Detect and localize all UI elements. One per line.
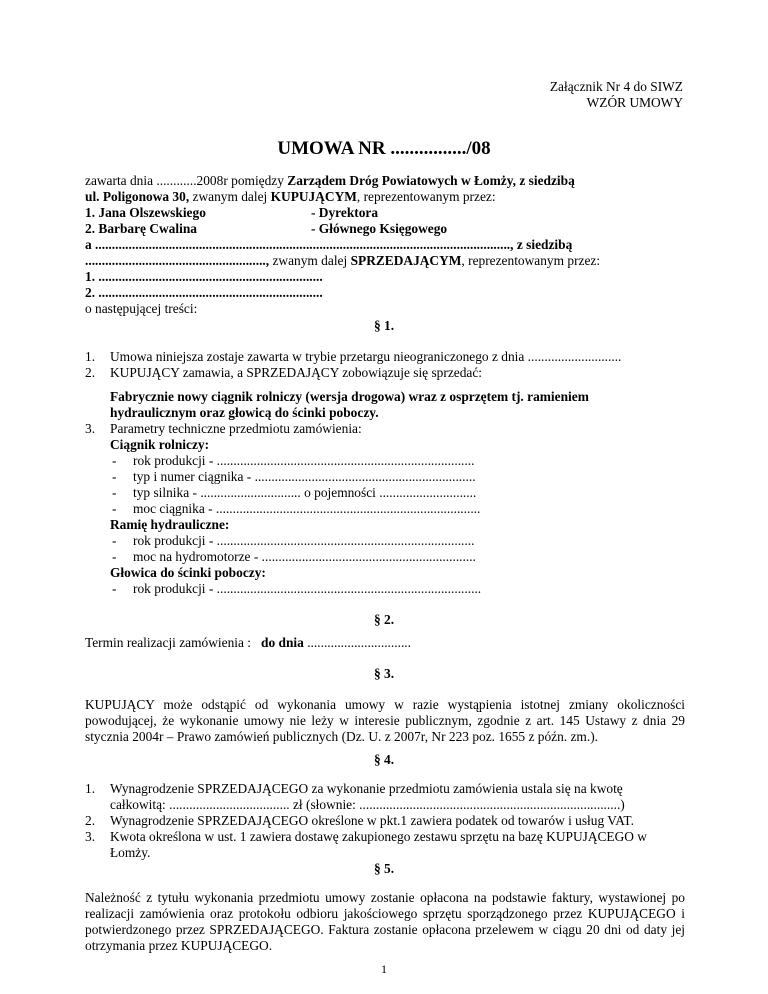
bullet-dash: - <box>112 549 117 564</box>
bullet-dash: - <box>112 485 117 500</box>
section-3-heading: § 3. <box>373 666 395 681</box>
section-1-item-1: Umowa niniejsza zostaje zawarta w trybie przetargu nieograniczonego z dnia ............................ <box>110 349 622 364</box>
tractor-param: typ i numer ciągnika - .................................................................. <box>133 469 476 484</box>
section-4-item-3-line-1: Kwota określona w ust. 1 zawiera dostawę zakupionego zestawu sprzętu na bazę KUPUJĄCEGO w <box>110 829 647 844</box>
tractor-param: rok produkcji - ............................................................................. <box>133 453 475 468</box>
arm-param: rok produkcji - ............................................................................. <box>133 533 475 548</box>
seller-line: a ............................................................................................................................, z siedzibą <box>85 237 573 252</box>
section-1-item-1-number: 1. <box>85 349 96 364</box>
section-1-heading: § 1. <box>373 318 395 333</box>
bullet-dash: - <box>112 581 117 596</box>
intro-line-2: ul. Poligonowa 30, zwanym dalej KUPUJĄCYM, reprezentowanym przez: <box>85 189 496 204</box>
seller-representative-1: 1. ................................................................... <box>85 269 323 284</box>
group-arm-title: Ramię hydrauliczne: <box>110 517 230 532</box>
bullet-dash: - <box>112 453 117 468</box>
tractor-param: moc ciągnika - ............................................................................... <box>133 501 481 516</box>
section-4-item-2: Wynagrodzenie SPRZEDAJĄCEGO określone w pkt.1 zawiera podatek od towarów i usług VAT. <box>110 813 634 828</box>
intro-closing: o następującej treści: <box>85 301 198 316</box>
arm-param: moc na hydromotorze - ................................................................ <box>133 549 476 564</box>
contract-title: UMOWA NR ................/08 <box>277 138 491 159</box>
section-3-text: KUPUJĄCY może odstąpić od wykonania umowy w razie wystąpienia istotnej zmiany okoliczności powodującej, że wykonanie umowy nie leży w interesie publicznym, zgodnie z art. 145 Ustawy z dnia 29 stycznia 2004r – Prawo zamówień publicznych (Dz. U. z 2007r, Nr 223 poz. 1655 z późn. zm.). <box>85 697 685 744</box>
representative-1-role: - Dyrektora <box>311 205 379 220</box>
section-2-text: Termin realizacji zamówienia : do dnia ............................... <box>85 635 411 650</box>
bullet-dash: - <box>112 501 117 516</box>
head-param: rok produkcji - ............................................................................... <box>133 581 482 596</box>
section-1-item-3-number: 3. <box>85 421 96 436</box>
annex-label: Załącznik Nr 4 do SIWZ <box>549 79 683 94</box>
section-4-heading: § 4. <box>373 752 395 767</box>
seller-representative-2: 2. ................................................................... <box>85 285 323 300</box>
section-4-item-1-number: 1. <box>85 781 96 796</box>
section-5-heading: § 5. <box>373 861 395 876</box>
section-4-item-3-line-2: Łomży. <box>110 845 151 860</box>
tractor-param: typ silnika - .............................. o pojemności ............................. <box>133 485 477 500</box>
bullet-dash: - <box>112 469 117 484</box>
representative-2-name: 2. Barbarę Cwalina <box>85 221 197 236</box>
subject-bold-line-2: hydraulicznym oraz głowicą do ścinki poboczy. <box>110 405 379 420</box>
section-1-item-2-number: 2. <box>85 365 96 380</box>
section-1-item-2: KUPUJĄCY zamawia, a SPRZEDAJĄCY zobowiązuje się sprzedać: <box>110 365 483 380</box>
section-4-item-1-line-2: całkowitą: .................................... zł (słownie: ..............................................................................) <box>110 797 625 812</box>
group-tractor-title: Ciągnik rolniczy: <box>110 437 210 452</box>
representative-2-role: - Głównego Księgowego <box>311 221 448 236</box>
page-number: 1 <box>381 962 387 976</box>
bullet-dash: - <box>112 533 117 548</box>
section-4-item-1-line-1: Wynagrodzenie SPRZEDAJĄCEGO za wykonanie przedmiotu zamówienia ustala się na kwotę <box>110 781 623 796</box>
representative-1-name: 1. Jana Olszewskiego <box>85 205 206 220</box>
subject-bold-line-1: Fabrycznie nowy ciągnik rolniczy (wersja drogowa) wraz z osprzętem tj. ramieniem <box>110 389 589 404</box>
template-label: WZÓR UMOWY <box>586 95 683 110</box>
group-head-title: Głowica do ścinki poboczy: <box>110 565 266 580</box>
seller-line-2: ......................................................, zwanym dalej SPRZEDAJĄCYM, reprezentowanym przez: <box>85 253 601 268</box>
section-5-text: Należność z tytułu wykonania przedmiotu umowy zostanie opłacona na podstawie faktury, wystawionej po realizacji zamówienia oraz protokołu odbioru jakościowego sprzętu sporządzonego przez KUPUJĄCEGO i potwierdzonego przez SPRZEDAJĄCEGO. Faktura zostanie opłacona przelewem w ciągu 20 dni od daty jej otrzymania przez KUPUJĄCEGO. <box>85 890 685 953</box>
intro-line-1: zawarta dnia ............2008r pomiędzy Zarządem Dróg Powiatowych w Łomży, z siedzibą <box>85 173 575 188</box>
section-4-item-3-number: 3. <box>85 829 96 844</box>
section-2-heading: § 2. <box>373 612 395 627</box>
section-4-item-2-number: 2. <box>85 813 96 828</box>
section-1-item-3: Parametry techniczne przedmiotu zamówienia: <box>110 421 362 436</box>
